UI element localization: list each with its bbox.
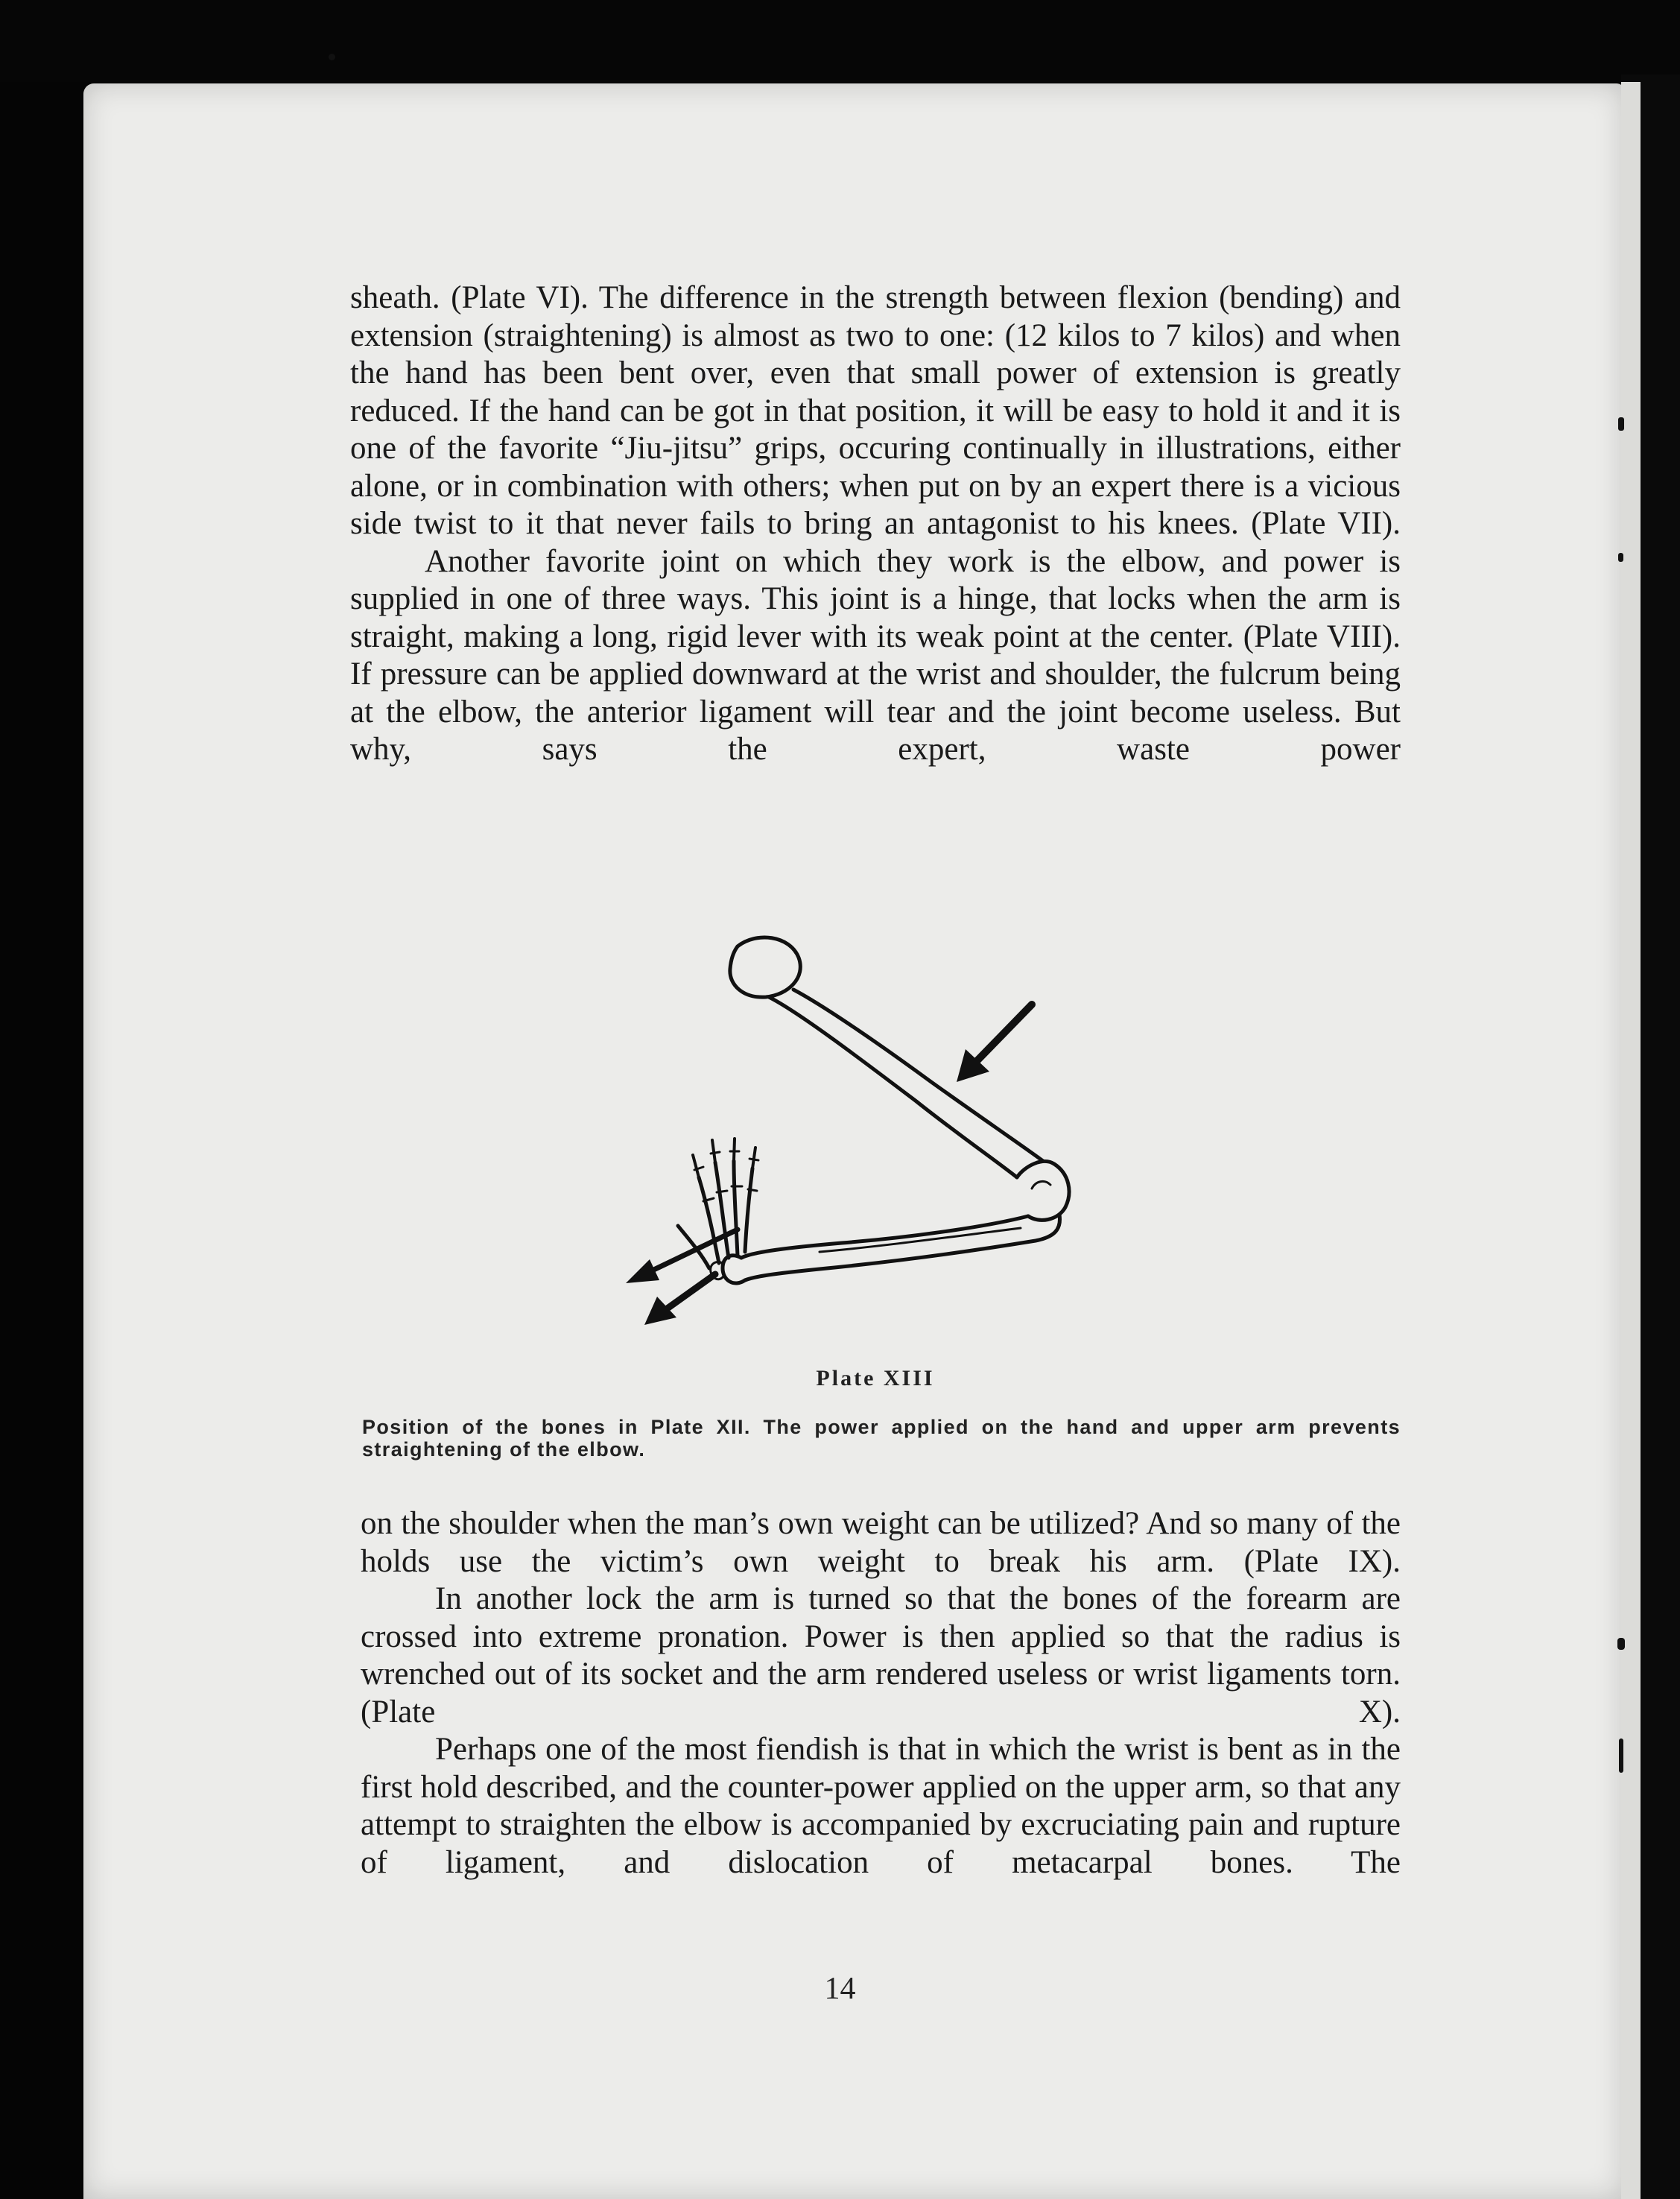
top-text-block — [350, 279, 1401, 769]
paragraph: Perhaps one of the most fiendish is that in which the wrist is bent as in the first hold described, and the counter-power applied on the upper arm, so that any attempt to straighten the elbow is accompanied by excruciating pain and rupture of ligament, and dislocation of metacarpal bones. The — [361, 1732, 1401, 1880]
scan-mark — [1617, 1638, 1625, 1650]
scan-mark — [1619, 1738, 1623, 1773]
facing-page-sliver — [1621, 82, 1641, 2199]
paragraph: sheath. (Plate VI). The difference in the strength between flexion (bending) and extension (straightening) is almost as two to one: (12 kilos to 7 kilos) and when the hand has been bent over, even that small power of extension is greatly reduced. If the hand can be got in that position, it will be easy to hold it and it is one of the favorite “Jiu-jitsu” grips, occuring continually in illustrations, either alone, or in combination with others; when put on by an expert there is a vicious side twist to it that never fails to bring an antagonist to his knees. (Plate VII). — [350, 280, 1401, 541]
facing-page-edge — [1621, 75, 1680, 2199]
scan-background-top — [0, 0, 1680, 82]
scan-speck — [329, 54, 335, 60]
scan-mark — [1618, 553, 1623, 562]
paragraph: Another favorite joint on which they work is the elbow, and power is supplied in one of three ways. This joint is a hinge, that locks when the arm is straight, making a long, rigid lever with its weak point at the center. (Plate VIII). If pressure can be applied downward at the wrist and shoulder, the fulcrum being at the elbow, the anterior ligament will tear and the joint become useless. But why, says the expert, waste power — [350, 543, 1401, 767]
scan-mark — [1618, 417, 1624, 431]
paragraph: on the shoulder when the man’s own weight can be utilized? And so many of the holds use the victim’s own weight to break his arm. (Plate IX). — [361, 1506, 1401, 1579]
plate-label: Plate XIII — [816, 1366, 935, 1390]
page-number: 14 — [824, 1972, 856, 2006]
paragraph: In another lock the arm is turned so that the bones of the forearm are crossed into extreme pronation. Power is then applied so that the radius is wrenched out of its socket and the arm rendered useless or wrist ligaments torn. (Plate X). — [361, 1581, 1401, 1730]
bottom-text-block — [361, 1505, 1401, 1882]
arm-bones-illustration — [603, 924, 1140, 1341]
plate-description: Position of the bones in Plate XII. The power applied on the hand and upper arm prevents straightening of the elbow. — [362, 1416, 1401, 1461]
